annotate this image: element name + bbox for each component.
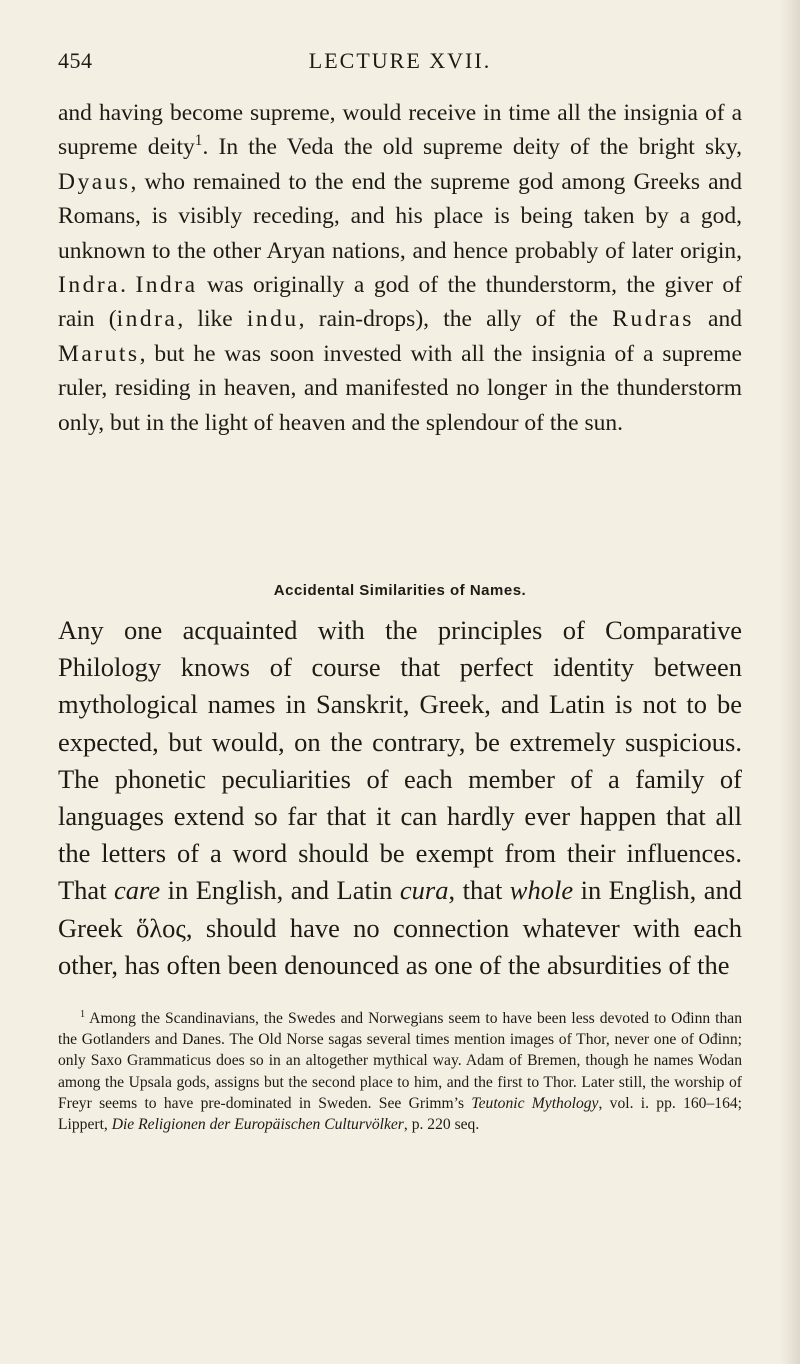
term-indra: Indra	[58, 272, 121, 299]
section-heading: Accidental Similarities of Names.	[273, 582, 527, 599]
term-rudras: Rudras	[612, 306, 694, 333]
page-number: 454	[58, 48, 93, 73]
footnote-reference: 1	[194, 132, 203, 150]
term-indu: indu	[246, 306, 299, 333]
text-run: , p. 220 seq.	[403, 1116, 480, 1134]
text-run: and having become supreme, would receive in time all the insignia of a supreme deity	[58, 100, 742, 161]
text-run: , like	[177, 306, 247, 333]
text-run: Among the Scandinavians, the Swedes and Norwegians seem to have been less devoted to Ođinn than the Gotlanders and Danes. The Old Norse sagas several times mention images of Thor, never one of Ođinn; only Saxo Grammaticus does so in an altogether mythical way. Adam of Bremen, though he names Wodan among the Upsala gods, assigns but the second place to him, and the first to Thor. Later still, the worship of Freyr seems to have pre-dominated in Sweden. See Grimm’s	[58, 1010, 742, 1112]
text-run: , vol. i. pp. 160–164; Lippert,	[58, 1094, 743, 1134]
text-run: , rain-drops), the ally of the	[298, 306, 613, 333]
text-run: , but he was soon invested with all the insignia of a supreme ruler, residing in heaven, and manifested no longer in the thunderstorm only, but in the light of heaven and the splendour of the sun.	[58, 340, 742, 436]
text-run: was originally a god of the thunderstorm, the giver of rain (	[58, 272, 742, 333]
page-edge-shadow	[780, 0, 800, 1364]
citation-title: Die Religionen der Europäischen Culturvölker	[111, 1116, 404, 1134]
footnote-marker: 1	[80, 1008, 86, 1020]
text-run: and	[693, 306, 742, 333]
running-head	[58, 48, 742, 82]
term-dyaus: Dyaus	[58, 168, 131, 195]
text-run: , should have no connection whatever with each other, has often been denounced as one of the absurdities of the	[58, 912, 742, 980]
term-indra-lower: indra	[116, 306, 178, 333]
term-cura: cura	[399, 875, 449, 906]
chapter-title: LECTURE XVII.	[308, 48, 492, 73]
paragraph-2	[58, 612, 742, 984]
term-indra: Indra	[135, 272, 198, 299]
text-run: , that	[448, 875, 510, 906]
paragraph-1	[58, 96, 742, 440]
term-care: care	[114, 875, 161, 906]
term-whole: whole	[509, 875, 574, 906]
text-run: , who remained to the end the supreme god among Greeks and Romans, is visibly receding, and his place is being taken by a god, unknown to the other Aryan nations, and hence probably of later origin,	[58, 168, 742, 264]
term-holos: ὅλος	[136, 912, 186, 943]
text-run: in English, and Greek	[58, 875, 742, 943]
footnote	[58, 1008, 742, 1135]
citation-title: Teutonic Mythology	[471, 1094, 599, 1112]
text-run: . In the Veda the old supreme deity of the bright sky,	[202, 134, 742, 161]
text-run: in English, and Latin	[160, 875, 400, 906]
text-run: .	[120, 272, 136, 299]
text-run: Any one acquainted with the principles of Comparative Philology knows of course that perfect identity between mythological names in Sanskrit, Greek, and Latin is not to be expected, but would, on the contrary, be extremely suspicious. The phonetic peculiarities of each member of a family of languages extend so far that it can hardly ever happen that all the letters of a word should be exempt from their influences. That	[58, 615, 742, 906]
term-maruts: Maruts	[58, 340, 140, 367]
